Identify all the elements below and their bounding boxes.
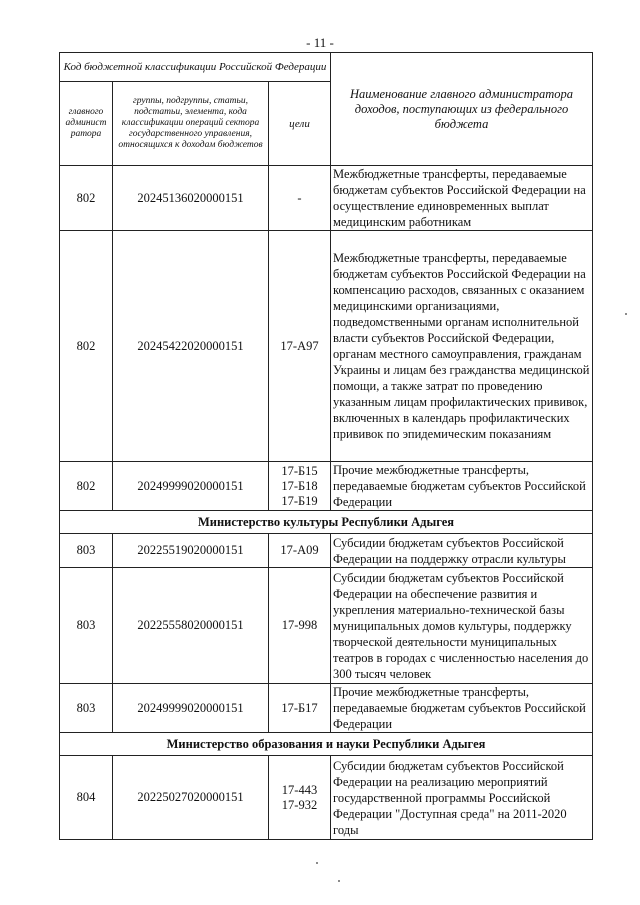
target-cell (269, 462, 331, 511)
target-code: 17-Б17 (281, 700, 318, 715)
budget-classification-table (59, 52, 593, 840)
header-code-group: Код бюджетной классификации Российской Федерации (60, 53, 331, 82)
administrator-name-cell: Прочие межбюджетные трансферты, передаваемые бюджетам субъектов Российской Федерации (331, 462, 593, 511)
scan-speck (338, 880, 340, 882)
header-groups-code: группы, подгруппы, статьи, подстатьи, элемента, кода классификации операций сектора государственного управления, относящихся к доходам бюджетов (113, 82, 269, 166)
target-code: 17-443 (281, 782, 318, 797)
table-row (60, 568, 593, 684)
admin-code-cell: 804 (60, 756, 113, 840)
administrator-name-cell: Межбюджетные трансферты, передаваемые бюджетам субъектов Российской Федерации на компенсацию расходов, связанных с оказанием медицинскими организациями, подведомственными органам исполнительной власти субъектов Российской Федерации, органам местного самоуправления, гражданам Украины и лицам без гражданства медицинской помощи, а также затрат по проведению указанным лицам профилактических прививок, включенных в календарь профилактических прививок по эпидемическим показаниям (331, 231, 593, 462)
section-row (60, 511, 593, 534)
target-cell (269, 756, 331, 840)
administrator-name-cell: Субсидии бюджетам субъектов Российской Федерации на реализацию мероприятий государственной программы Российской Федерации "Доступная среда" на 2011-2020 годы (331, 756, 593, 840)
section-title: Министерство культуры Республики Адыгея (60, 511, 593, 534)
target-code: 17-Б19 (281, 493, 318, 508)
section-row (60, 733, 593, 756)
target-code: 17-998 (281, 618, 318, 632)
target-code: 17-Б15 (281, 463, 318, 478)
budget-code-cell: 20245136020000151 (113, 166, 269, 231)
admin-code-cell: 802 (60, 462, 113, 511)
budget-code-cell: 20249999020000151 (113, 684, 269, 733)
administrator-name-cell: Межбюджетные трансферты, передаваемые бюджетам субъектов Российской Федерации на осуществление единовременных выплат медицинским работникам (331, 166, 593, 231)
scan-speck (625, 313, 627, 315)
table-row (60, 534, 593, 568)
table-row (60, 756, 593, 840)
table-row (60, 166, 593, 231)
header-target: цели (269, 82, 331, 166)
admin-code-cell: 802 (60, 166, 113, 231)
target-cell (269, 231, 331, 462)
table-row (60, 231, 593, 462)
admin-code-cell: 803 (60, 568, 113, 684)
administrator-name-cell: Субсидии бюджетам субъектов Российской Федерации на поддержку отрасли культуры (331, 534, 593, 568)
admin-code-cell: 803 (60, 684, 113, 733)
target-code: 17-А97 (280, 338, 319, 353)
header-admin-code: главного админист ратора (60, 82, 113, 166)
target-cell (269, 166, 331, 231)
admin-code-cell: 802 (60, 231, 113, 462)
table-row (60, 462, 593, 511)
target-cell (269, 684, 331, 733)
administrator-name-cell: Прочие межбюджетные трансферты, передаваемые бюджетам субъектов Российской Федерации (331, 684, 593, 733)
admin-code-cell: 803 (60, 534, 113, 568)
budget-code-cell: 20225519020000151 (113, 534, 269, 568)
target-code: - (297, 190, 302, 205)
budget-code-cell: 20225558020000151 (113, 568, 269, 684)
target-code: 17-932 (281, 797, 318, 812)
header-administrator-name: Наименование главного администратора доходов, поступающих из федерального бюджета (331, 53, 593, 166)
administrator-name-cell: Субсидии бюджетам субъектов Российской Федерации на обеспечение развития и укрепления материально-технической базы муниципальных домов культуры, поддержку творческой деятельности муниципальных театров в городах с численностью населения до 300 тысяч человек (331, 568, 593, 684)
target-cell (269, 534, 331, 568)
budget-code-cell: 20245422020000151 (113, 231, 269, 462)
target-code: 17-Б18 (281, 478, 318, 493)
target-code: 17-А09 (280, 543, 319, 557)
budget-code-cell: 20225027020000151 (113, 756, 269, 840)
target-cell (269, 568, 331, 684)
budget-code-cell: 20249999020000151 (113, 462, 269, 511)
table-body (60, 166, 593, 840)
section-title: Министерство образования и науки Республики Адыгея (60, 733, 593, 756)
scan-speck (316, 862, 318, 864)
page-number: - 11 - (306, 35, 334, 50)
table-row (60, 684, 593, 733)
